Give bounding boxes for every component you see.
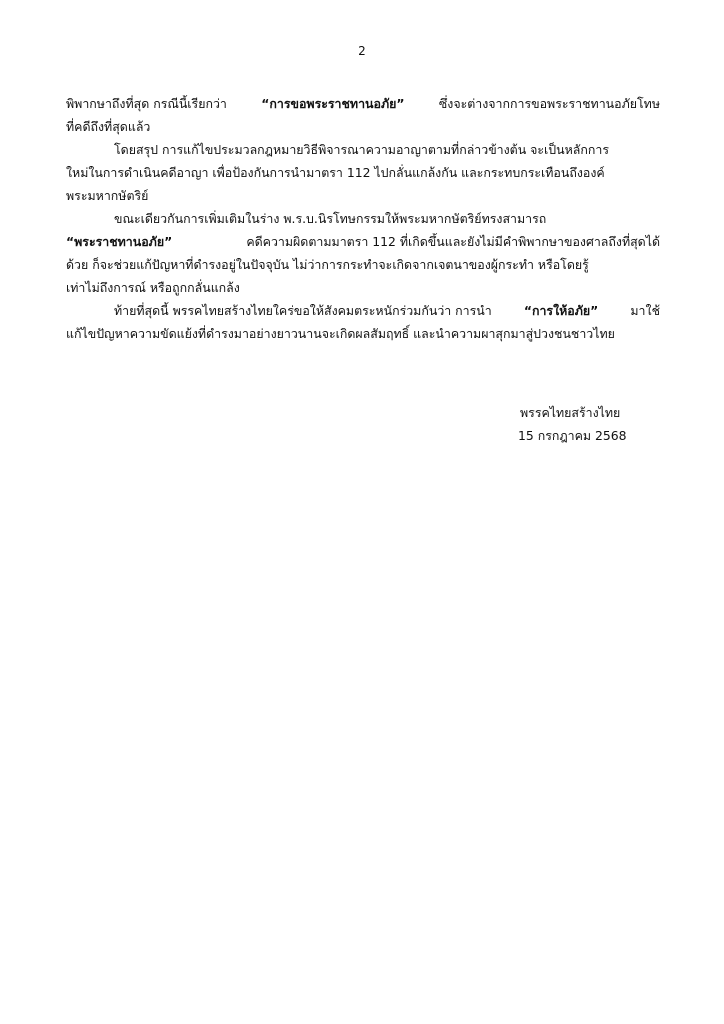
quoted-term-request-pardon: “การขอพระราชทานอภัย” [261,96,405,111]
paragraph-1-text-a: พิพากษาถึงที่สุด กรณีนี้เรียกว่า [66,96,227,111]
paragraph-3-line-2-text: คดีความผิดตามมาตรา 112 ที่เกิดขึ้นและยังไม่มีคำพิพากษาของศาลถึงที่สุดได้ [246,234,660,249]
paragraph-2-line-1: โดยสรุป การแก้ไขประมวลกฎหมายวิธีพิจารณาความอาญาตามที่กล่าวข้างต้น จะเป็นหลักการ [114,142,610,157]
signature-organization: พรรคไทยสร้างไทย [520,405,621,420]
paragraph-4-text-b: มาใช้ [630,303,660,318]
paragraph-3-line-2 [66,230,660,253]
paragraph-4-line-2: แก้ไขปัญหาความขัดแย้งที่ดำรงมาอย่างยาวนานจะเกิดผลสัมฤทธิ์ และนำความผาสุกมาสู่ปวงชนชาวไทย [66,326,615,341]
page-number: 2 [358,44,366,58]
paragraph-1-text-b: ซึ่งจะต่างจากการขอพระราชทานอภัยโทษ [438,96,660,111]
paragraph-4-line-1 [66,299,660,322]
paragraph-3-line-3: ด้วย ก็จะช่วยแก้ปัญหาที่ดำรงอยู่ในปัจจุบัน ไม่ว่าการกระทำจะเกิดจากเจตนาของผู้กระทำ หรือโดยรู้ [66,257,589,272]
document-body [66,92,660,345]
quoted-term-royal-pardon: “พระราชทานอภัย” [66,234,173,249]
signature-date: 15 กรกฎาคม 2568 [518,428,627,443]
signature-block [518,401,658,447]
paragraph-2-line-2: ใหม่ในการดำเนินคดีอาญา เพื่อป้องกันการนำมาตรา 112 ไปกลั่นแกล้งกัน และกระทบกระเทือนถึงองค์ [66,165,605,180]
paragraph-3-line-1: ขณะเดียวกันการเพิ่มเติมในร่าง พ.ร.บ.นิรโทษกรรมให้พระมหากษัตริย์ทรงสามารถ [114,211,547,226]
paragraph-1-line-1 [66,92,660,115]
paragraph-4-text-a: ท้ายที่สุดนี้ พรรคไทยสร้างไทยใคร่ขอให้สังคมตระหนักร่วมกันว่า การนำ [114,303,492,318]
paragraph-2-line-3: พระมหากษัตริย์ [66,188,149,203]
paragraph-1-line-2: ที่คดีถึงที่สุดแล้ว [66,119,151,134]
paragraph-3-line-4: เท่าไม่ถึงการณ์ หรือถูกกลั่นแกล้ง [66,280,240,295]
quoted-term-forgiveness: “การให้อภัย” [523,303,599,318]
